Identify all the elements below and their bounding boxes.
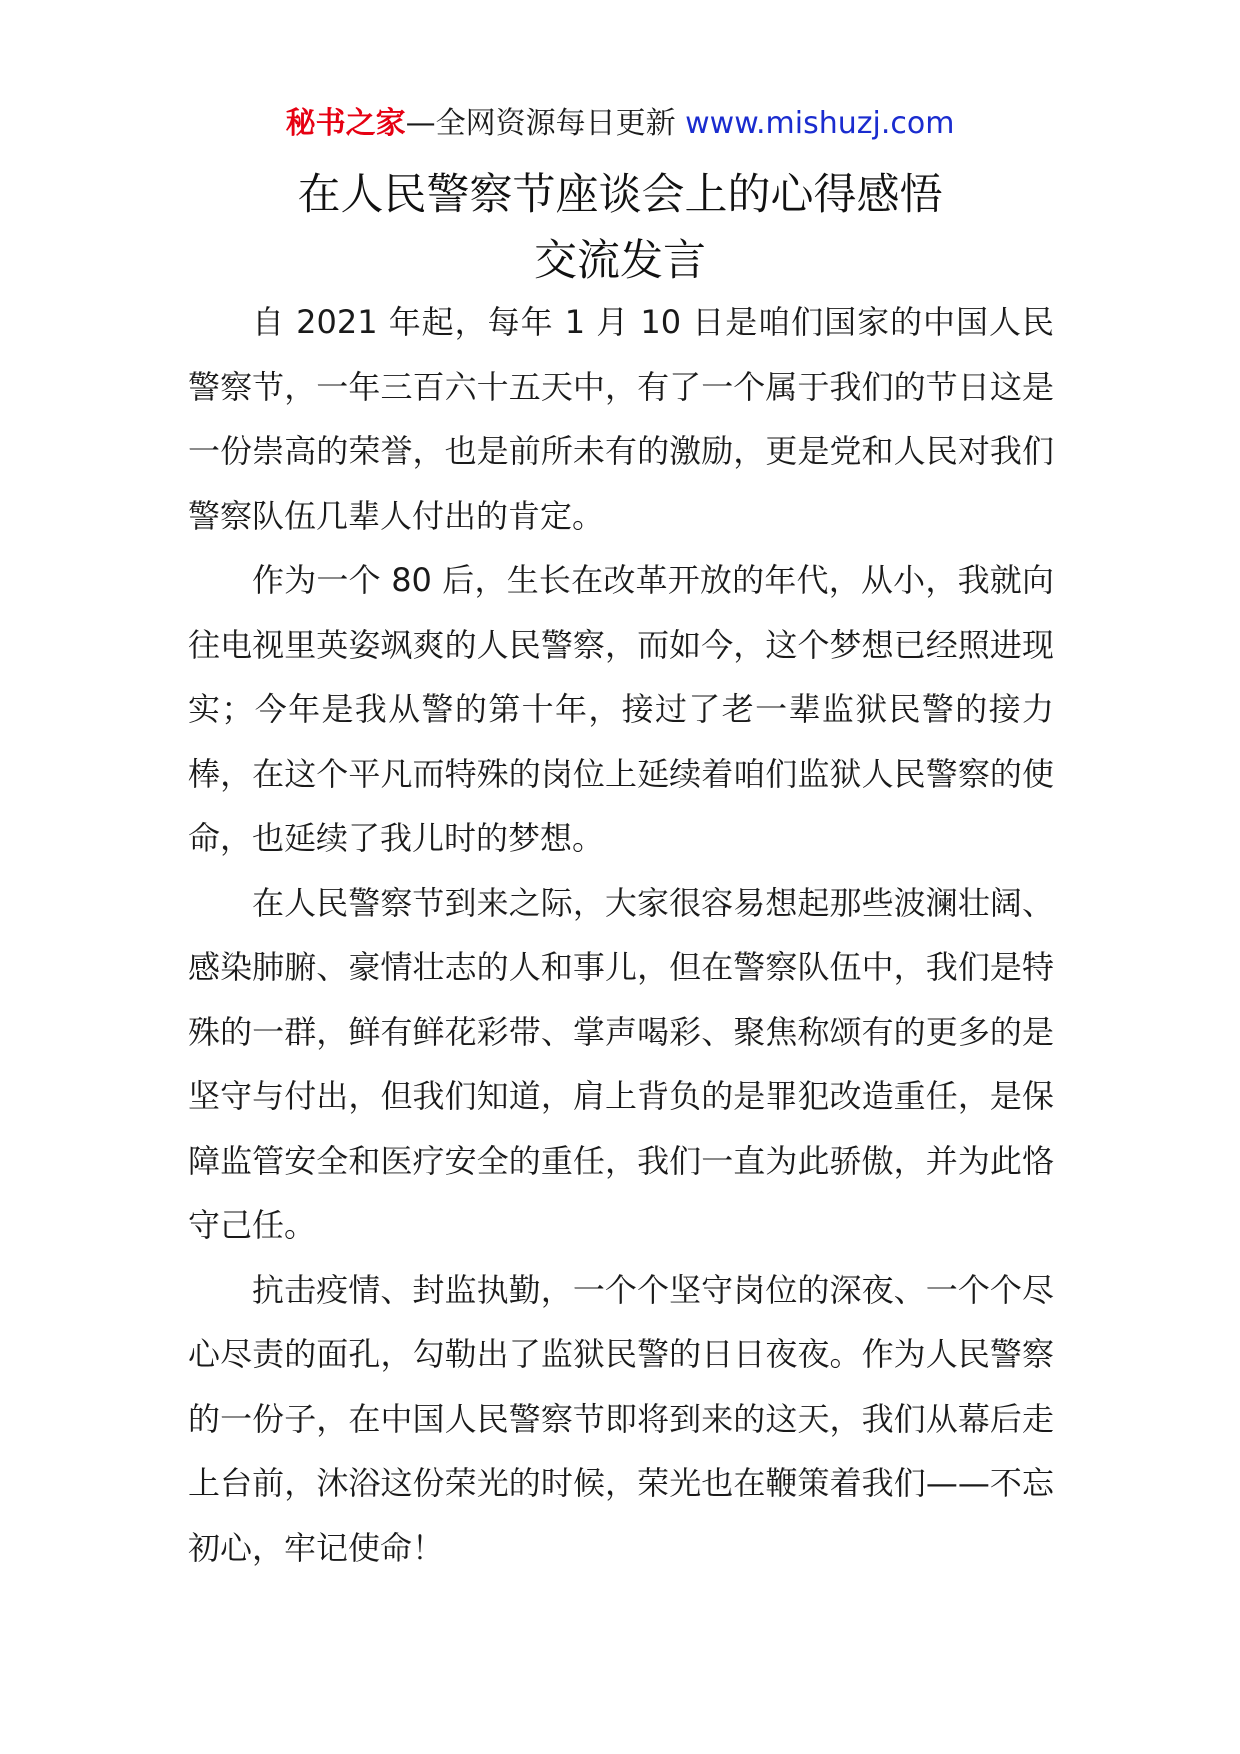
header-tagline: —全网资源每日更新 (405, 106, 686, 141)
site-header (0, 104, 1240, 144)
paragraph: 作为一个 80 后，生长在改革开放的年代，从小，我就向往电视里英姿飒爽的人民警察，而如今，这个梦想已经照进现实；今年是我从警的第十年，接过了老一辈监狱民警的接力棒，在这个平凡而特殊的岗位上延续着咱们监狱人民警察的使命，也延续了我儿时的梦想。 (188, 561, 1054, 857)
brand-name: 秘书之家 (285, 106, 406, 141)
site-url[interactable]: www.mishuzj.com (685, 106, 955, 141)
document-title-line-2: 交流发言 (534, 236, 706, 286)
document-title-line-1: 在人民警察节座谈会上的心得感悟 (297, 170, 943, 220)
paragraph: 抗击疫情、封监执勤，一个个坚守岗位的深夜、一个个尽心尽责的面孔，勾勒出了监狱民警的日日夜夜。作为人民警察的一份子，在中国人民警察节即将到来的这天，我们从幕后走上台前，沐浴这份荣光的时候，荣光也在鞭策着我们——不忘初心，牢记使命！ (188, 1270, 1054, 1567)
document-body (188, 290, 1054, 1580)
paragraph: 自 2021 年起，每年 1 月 10 日是咱们国家的中国人民警察节，一年三百六十五天中，有了一个属于我们的节日这是一份崇高的荣誉，也是前所未有的激励，更是党和人民对我们警察队伍几辈人付出的肯定。 (188, 303, 1054, 535)
paragraph: 在人民警察节到来之际，大家很容易想起那些波澜壮阔、感染肺腑、豪情壮志的人和事儿，但在警察队伍中，我们是特殊的一群，鲜有鲜花彩带、掌声喝彩、聚焦称颂有的更多的是坚守与付出，但我们知道，肩上背负的是罪犯改造重任，是保障监管安全和医疗安全的重任，我们一直为此骄傲，并为此恪守己任。 (188, 883, 1054, 1244)
